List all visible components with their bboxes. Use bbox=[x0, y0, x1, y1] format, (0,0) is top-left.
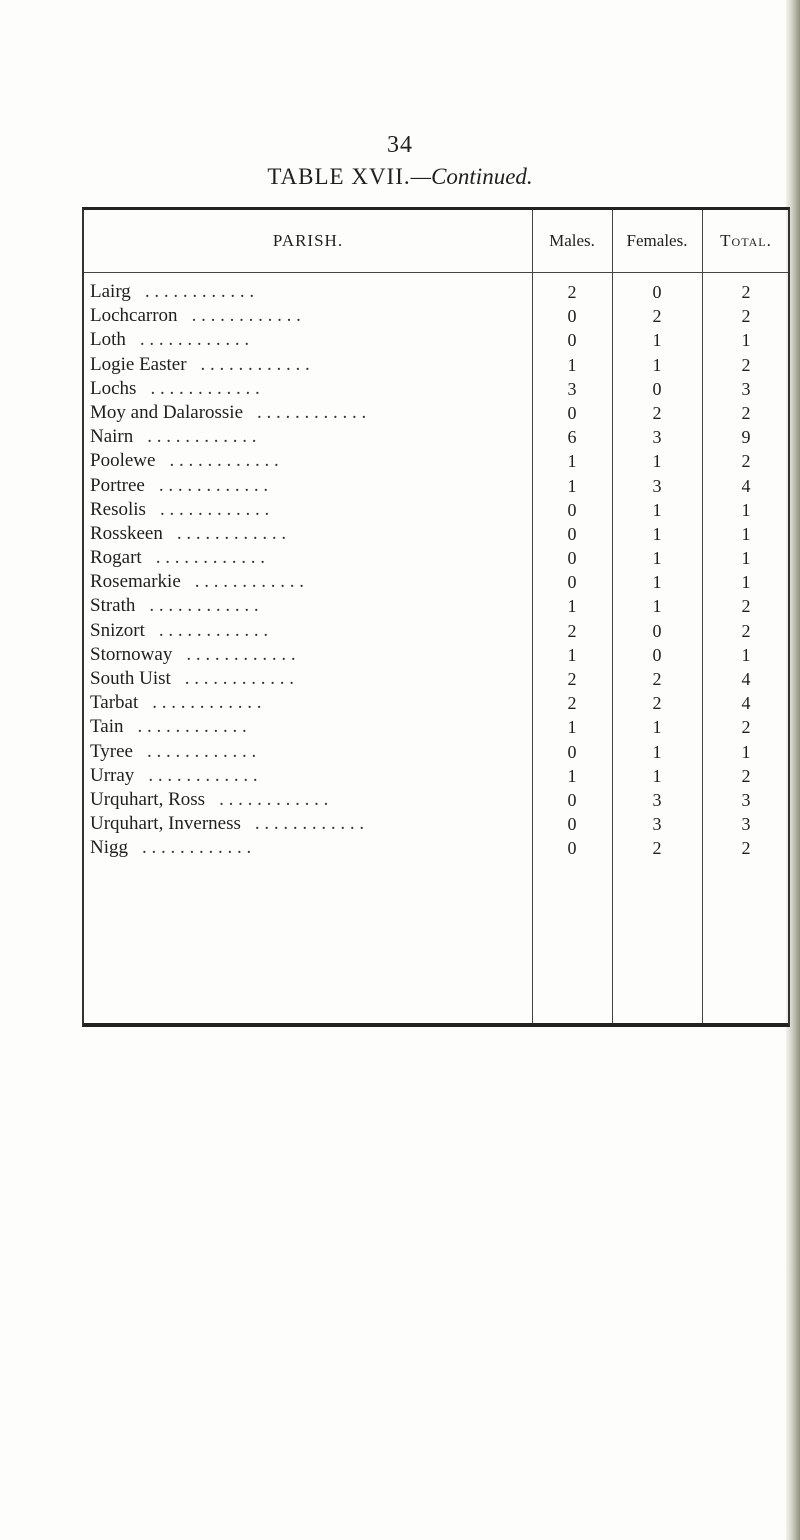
parish-name: Rogart bbox=[90, 547, 142, 569]
males-count: 1 bbox=[567, 765, 577, 786]
females-count: 1 bbox=[652, 451, 662, 472]
parish-name: Rosemarkie bbox=[90, 571, 181, 593]
males-count: 0 bbox=[567, 741, 577, 762]
males-count: 1 bbox=[567, 475, 577, 496]
females-count: 1 bbox=[652, 548, 662, 569]
males-count: 0 bbox=[567, 523, 577, 544]
females-count: 2 bbox=[652, 838, 662, 859]
dot-leader: . . . . . . . . . . . . bbox=[176, 522, 287, 544]
table-row bbox=[84, 377, 788, 401]
table-row bbox=[84, 449, 788, 473]
dot-leader: . . . . . . . . . . . . bbox=[158, 474, 269, 496]
dot-leader: . . . . . . . . . . . . bbox=[159, 498, 270, 520]
females-count: 0 bbox=[652, 378, 662, 399]
males-count: 1 bbox=[567, 717, 577, 738]
males-count: 0 bbox=[567, 306, 577, 327]
table-row bbox=[84, 546, 788, 570]
header-females: Females. bbox=[626, 231, 688, 250]
males-count: 3 bbox=[567, 378, 577, 399]
table-row bbox=[84, 691, 788, 715]
females-count: 3 bbox=[652, 427, 662, 448]
dot-leader: . . . . . . . . . . . . bbox=[144, 281, 255, 302]
males-count: 0 bbox=[567, 814, 577, 835]
dot-leader: . . . . . . . . . . . . bbox=[149, 595, 259, 617]
females-count: 3 bbox=[652, 475, 662, 496]
table-row bbox=[84, 715, 788, 739]
females-count: 2 bbox=[652, 693, 662, 714]
dot-leader: . . . . . . . . . . . . bbox=[152, 692, 262, 714]
parish-name: Snizort bbox=[90, 619, 145, 641]
table-row bbox=[84, 619, 788, 643]
dot-leader: . . . . . . . . . . . . bbox=[150, 377, 260, 399]
table-row bbox=[84, 401, 788, 425]
dot-leader: . . . . . . . . . . . . bbox=[142, 837, 252, 859]
header-males: Males. bbox=[549, 231, 595, 250]
males-count: 1 bbox=[567, 354, 577, 375]
parish-name: Nigg bbox=[90, 837, 128, 859]
females-count: 3 bbox=[652, 814, 662, 835]
total-count: 2 bbox=[741, 354, 751, 375]
total-count: 2 bbox=[741, 306, 751, 327]
table-row bbox=[84, 280, 788, 304]
dot-leader: . . . . . . . . . . . . bbox=[155, 547, 265, 569]
parish-name: South Uist bbox=[90, 668, 171, 689]
table-row bbox=[84, 764, 788, 788]
females-count: 1 bbox=[652, 499, 662, 520]
parish-name: Moy and Dalarossie bbox=[90, 401, 244, 423]
total-count: 2 bbox=[741, 717, 751, 738]
table-row bbox=[84, 425, 788, 449]
dot-leader: . . . . . . . . . . . . bbox=[257, 401, 367, 423]
parish-name: Urray bbox=[90, 764, 135, 786]
total-count: 4 bbox=[741, 475, 751, 496]
table-title-continued: —Continued. bbox=[410, 164, 533, 189]
males-count: 0 bbox=[567, 402, 577, 423]
males-count: 0 bbox=[567, 330, 577, 351]
females-count: 2 bbox=[652, 402, 662, 423]
parish-name: Logie Easter bbox=[90, 353, 187, 375]
females-count: 2 bbox=[652, 669, 662, 689]
dot-leader: . . . . . . . . . . . . bbox=[219, 788, 329, 810]
table-body bbox=[84, 280, 788, 861]
table-row bbox=[84, 498, 788, 522]
dot-leader: . . . . . . . . . . . . bbox=[148, 764, 258, 786]
dot-leader: . . . . . . . . . . . . bbox=[184, 668, 295, 689]
total-count: 1 bbox=[741, 741, 751, 762]
table-title-main: TABLE XVII. bbox=[267, 164, 411, 189]
page-number: 34 bbox=[387, 132, 413, 158]
table-row bbox=[84, 328, 788, 352]
total-count: 3 bbox=[741, 814, 751, 835]
males-count: 2 bbox=[567, 620, 577, 641]
total-count: 2 bbox=[741, 765, 751, 786]
total-count: 3 bbox=[741, 378, 751, 399]
females-count: 1 bbox=[652, 741, 662, 762]
total-count: 2 bbox=[741, 596, 751, 617]
dot-leader: . . . . . . . . . . . . bbox=[137, 716, 247, 738]
parish-name: Tain bbox=[90, 716, 124, 738]
dot-leader: . . . . . . . . . . . . bbox=[169, 450, 279, 472]
table-row bbox=[84, 667, 788, 691]
table-row bbox=[84, 570, 788, 594]
males-count: 2 bbox=[567, 282, 577, 302]
parish-name: Lochcarron bbox=[90, 305, 178, 327]
males-count: 0 bbox=[567, 838, 577, 859]
dot-leader: . . . . . . . . . . . . bbox=[191, 305, 301, 327]
table-row bbox=[84, 474, 788, 498]
males-count: 0 bbox=[567, 499, 577, 520]
total-count: 1 bbox=[741, 644, 751, 665]
females-count: 1 bbox=[652, 354, 662, 375]
males-count: 6 bbox=[567, 427, 577, 448]
total-count: 2 bbox=[741, 620, 751, 641]
parish-name: Urquhart, Inverness bbox=[90, 813, 241, 835]
females-count: 1 bbox=[652, 717, 662, 738]
males-count: 1 bbox=[567, 644, 577, 665]
dot-leader: . . . . . . . . . . . . bbox=[254, 813, 365, 835]
dot-leader: . . . . . . . . . . . . bbox=[200, 353, 310, 375]
females-count: 0 bbox=[652, 644, 662, 665]
parish-name: Lairg bbox=[90, 281, 131, 302]
table-row bbox=[84, 836, 788, 860]
parish-name: Stornoway bbox=[90, 643, 173, 665]
dot-leader: . . . . . . . . . . . . bbox=[186, 643, 296, 665]
females-count: 3 bbox=[652, 789, 662, 810]
parish-name: Tarbat bbox=[90, 692, 139, 714]
dot-leader: . . . . . . . . . . . . bbox=[139, 329, 250, 351]
header-divider bbox=[84, 272, 788, 273]
females-count: 1 bbox=[652, 572, 662, 593]
parish-name: Poolewe bbox=[90, 450, 156, 472]
total-count: 1 bbox=[741, 499, 751, 520]
parish-name: Lochs bbox=[90, 377, 137, 399]
dot-leader: . . . . . . . . . . . . bbox=[158, 619, 269, 641]
females-count: 0 bbox=[652, 282, 662, 302]
females-count: 1 bbox=[652, 523, 662, 544]
females-count: 1 bbox=[652, 596, 662, 617]
females-count: 2 bbox=[652, 306, 662, 327]
table-row bbox=[84, 353, 788, 377]
males-count: 0 bbox=[567, 572, 577, 593]
table-row bbox=[84, 812, 788, 836]
parish-name: Rosskeen bbox=[90, 522, 163, 544]
total-count: 1 bbox=[741, 548, 751, 569]
males-count: 2 bbox=[567, 693, 577, 714]
females-count: 1 bbox=[652, 330, 662, 351]
total-count: 2 bbox=[741, 451, 751, 472]
total-count: 3 bbox=[741, 789, 751, 810]
header-parish: PARISH. bbox=[272, 231, 344, 250]
table-title bbox=[0, 164, 800, 190]
dot-leader: . . . . . . . . . . . . bbox=[146, 740, 257, 762]
dot-leader: . . . . . . . . . . . . bbox=[147, 426, 257, 448]
males-count: 0 bbox=[567, 548, 577, 569]
total-count: 2 bbox=[741, 838, 751, 859]
total-count: 1 bbox=[741, 523, 751, 544]
parish-name: Urquhart, Ross bbox=[90, 788, 206, 810]
total-count: 4 bbox=[741, 693, 751, 714]
parish-name: Strath bbox=[90, 595, 136, 617]
total-count: 9 bbox=[741, 427, 751, 448]
total-count: 2 bbox=[741, 402, 751, 423]
females-count: 0 bbox=[652, 620, 662, 641]
table-row bbox=[84, 643, 788, 667]
table-row bbox=[84, 522, 788, 546]
parish-name: Loth bbox=[90, 329, 126, 351]
total-count: 1 bbox=[741, 330, 751, 351]
parish-name: Tyree bbox=[90, 740, 133, 762]
header-total: Total. bbox=[720, 231, 772, 250]
table-row bbox=[84, 594, 788, 618]
parish-name: Portree bbox=[90, 474, 145, 496]
table-row bbox=[84, 304, 788, 328]
parish-name: Resolis bbox=[90, 498, 146, 520]
females-count: 1 bbox=[652, 765, 662, 786]
dot-leader: . . . . . . . . . . . . bbox=[194, 571, 305, 593]
total-count: 1 bbox=[741, 572, 751, 593]
table-row bbox=[84, 740, 788, 764]
males-count: 1 bbox=[567, 451, 577, 472]
males-count: 2 bbox=[567, 669, 577, 689]
parish-table bbox=[82, 207, 790, 1027]
males-count: 0 bbox=[567, 789, 577, 810]
table-row bbox=[84, 788, 788, 812]
total-count: 2 bbox=[741, 282, 751, 302]
parish-name: Nairn bbox=[90, 426, 134, 448]
males-count: 1 bbox=[567, 596, 577, 617]
total-count: 4 bbox=[741, 669, 751, 689]
